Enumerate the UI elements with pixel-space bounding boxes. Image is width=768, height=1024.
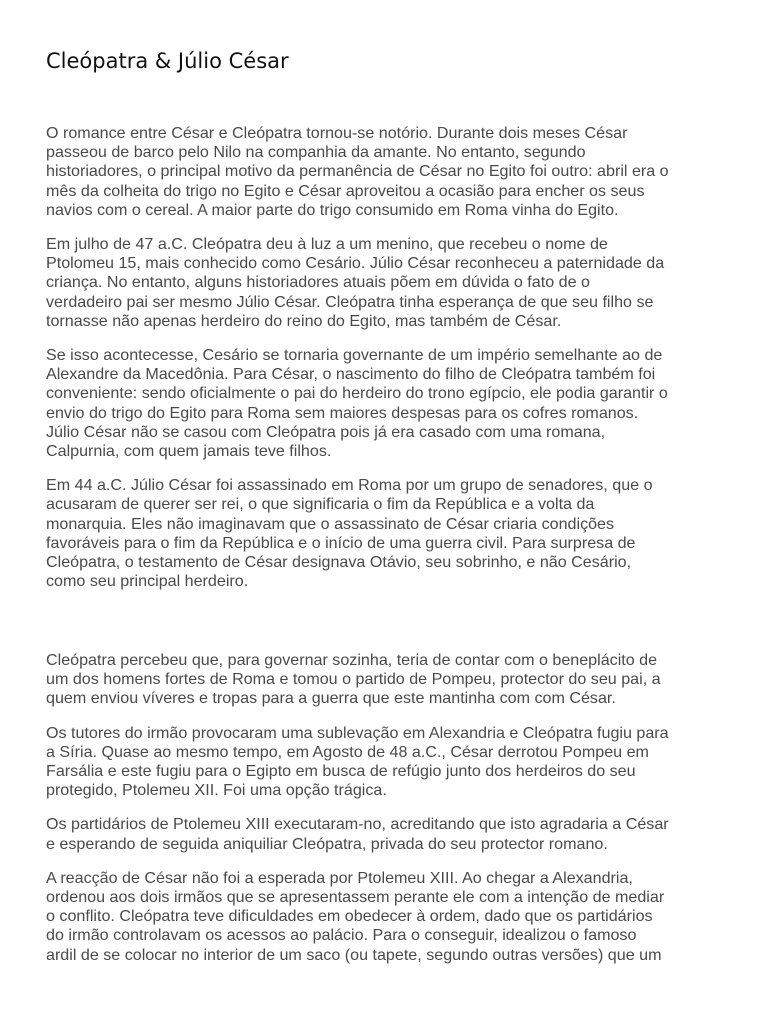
text-line: Os tutores do irmão provocaram uma sublevação em Alexandria e Cleópatra fugiu para <box>46 723 669 742</box>
text-line: navios com o cereal. A maior parte do trigo consumido em Roma vinha do Egito. <box>46 200 619 219</box>
text-line: Júlio César não se casou com Cleópatra pois já era casado com uma romana, <box>46 422 606 441</box>
text-line: um dos homens fortes de Roma e tomou o partido de Pompeu, protector do seu pai, a <box>46 670 661 689</box>
text-line: ordenou aos dois irmãos que se apresentassem perante ele com a intenção de mediar <box>46 888 665 907</box>
text-line: Os partidários de Ptolemeu XIII executaram-no, acreditando que isto agradaria a César <box>46 815 669 834</box>
paragraph <box>46 476 726 591</box>
paragraph <box>46 869 726 965</box>
text-line: protegido, Ptolemeu XII. Foi uma opção trágica. <box>46 781 387 800</box>
text-line: ardil de se colocar no interior de um saco (ou tapete, segundo outras versões) que um <box>46 945 662 964</box>
text-line: acusaram de querer ser rei, o que significaria o fim da República e a volta da <box>46 495 595 514</box>
text-line: como seu principal herdeiro. <box>46 572 249 591</box>
text-line: Em julho de 47 a.C. Cleópatra deu à luz a um menino, que recebeu o nome de <box>46 235 608 254</box>
text-line: A reacção de César não foi a esperada por Ptolemeu XIII. Ao chegar a Alexandria, <box>46 868 633 887</box>
text-line: mês da colheita do trigo no Egito e César aproveitou a ocasião para encher os seus <box>46 181 645 200</box>
text-line: verdadeiro pai ser mesmo Júlio César. Cleópatra tinha esperança de que seu filho se <box>46 292 654 311</box>
text-line: Cleópatra percebeu que, para governar sozinha, teria de contar com o beneplácito de <box>46 651 658 669</box>
paragraph <box>46 651 726 709</box>
text-line: Ptolomeu 15, mais conhecido como Cesário. Júlio César reconheceu a paternidade da <box>46 254 665 273</box>
text-line: Calpurnia, com quem jamais teve filhos. <box>46 442 332 461</box>
text-line: envio do trigo do Egito para Roma sem maiores despesas para os cofres romanos. <box>46 403 639 422</box>
text-block-1 <box>46 124 726 606</box>
text-line: historiadores, o principal motivo da permanência de César no Egito foi outro: abril era o <box>46 162 669 181</box>
paragraph <box>46 724 726 801</box>
paragraph <box>46 235 726 331</box>
paragraph <box>46 346 726 461</box>
text-line: Em 44 a.C. Júlio César foi assassinado em Roma por um grupo de senadores, que o <box>46 476 653 495</box>
text-line: tornasse não apenas herdeiro do reino do Egito, mas também de César. <box>46 311 562 330</box>
text-line: Cleópatra, o testamento de César designava Otávio, seu sobrinho, e não Cesário, <box>46 553 632 572</box>
text-line: criança. No entanto, alguns historiadores atuais põem em dúvida o fato de o <box>46 273 590 292</box>
text-line: a Síria. Quase ao mesmo tempo, em Agosto de 48 a.C., César derrotou Pompeu em <box>46 742 649 761</box>
text-line: passeou de barco pelo Nilo na companhia da amante. No entanto, segundo <box>46 143 586 162</box>
document-title: Cleópatra & Júlio César <box>46 49 289 73</box>
text-line: e esperando de seguida aniquiliar Cleópatra, privada do seu protector romano. <box>46 834 608 853</box>
paragraph <box>46 815 726 853</box>
paragraph <box>46 124 726 220</box>
text-line: Se isso acontecesse, Cesário se tornaria governante de um império semelhante ao de <box>46 346 663 365</box>
text-line: do irmão controlavam os acessos ao palácio. Para o conseguir, idealizou o famoso <box>46 926 637 945</box>
text-line: Alexandre da Macedônia. Para César, o nascimento do filho de Cleópatra também foi <box>46 365 656 384</box>
text-line: conveniente: sendo oficialmente o pai do herdeiro do trono egípcio, ele podia garantir o <box>46 384 668 403</box>
text-line: monarquia. Eles não imaginavam que o assassinato de César criaria condições <box>46 514 615 533</box>
text-line: favoráveis para o fim da República e o início de uma guerra civil. Para surpresa de <box>46 533 636 552</box>
text-line: o conflito. Cleópatra teve dificuldades em obedecer à ordem, dado que os partidários <box>46 907 653 926</box>
text-line: Farsália e este fugiu para o Egipto em busca de refúgio junto dos herdeiros do seu <box>46 762 636 781</box>
text-line: quem enviou víveres e tropas para a guerra que este mantinha com com César. <box>46 689 616 708</box>
text-block-2 <box>46 651 726 980</box>
text-line: O romance entre César e Cleópatra tornou-se notório. Durante dois meses César <box>46 124 628 142</box>
